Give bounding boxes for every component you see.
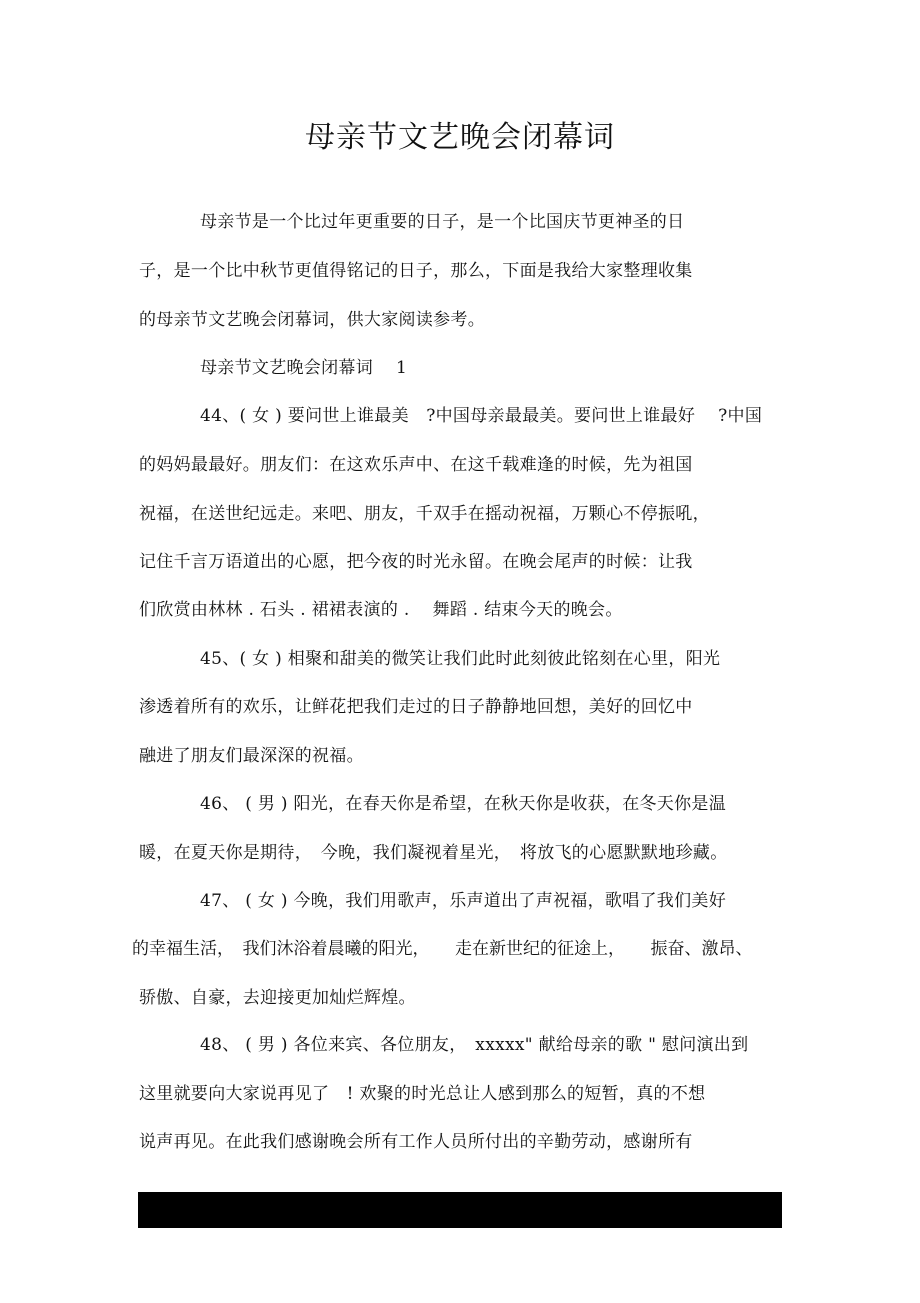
text-line: 46、 ( 男 ) 阳光，在春天你是希望，在秋天你是收获，在冬天你是温 — [200, 794, 727, 814]
text-line: 的幸福生活， 我们沐浴着晨曦的阳光， 走在新世纪的征途上， 振奋、激昂、 — [132, 939, 753, 959]
text-line: 记住千言万语道出的心愿，把今夜的时光永留。在晚会尾声的时候：让我 — [139, 552, 693, 572]
text-line: 子，是一个比中秋节更值得铭记的日子，那么，下面是我给大家整理收集 — [139, 261, 693, 281]
text-line: 这里就要向大家说再见了 ! 欢聚的时光总让人感到那么的短暂，真的不想 — [139, 1084, 706, 1104]
text-line: 45、( 女 ) 相聚和甜美的微笑让我们此时此刻彼此铭刻在心里，阳光 — [200, 649, 721, 669]
footer-black-bar — [138, 1192, 782, 1228]
document-title: 母亲节文艺晚会闭幕词 — [305, 120, 615, 155]
text-line: 48、 ( 男 ) 各位来宾、各位朋友， xxxxx" 献给母亲的歌 " 慰问演出到 — [200, 1035, 749, 1055]
text-line: 母亲节是一个比过年更重要的日子，是一个比国庆节更神圣的日 — [200, 212, 685, 232]
text-line: 的妈妈最最好。朋友们：在这欢乐声中、在这千载难逢的时候，先为祖国 — [139, 455, 693, 475]
text-line: 们欣赏由林林 . 石头 . 裙裙表演的 . 舞蹈 . 结束今天的晚会。 — [139, 600, 623, 620]
text-line: 44、( 女 ) 要问世上谁最美 ?中国母亲最最美。要问世上谁最好 ?中国 — [200, 406, 763, 426]
text-line: 骄傲、自豪，去迎接更加灿烂辉煌。 — [139, 988, 416, 1008]
text-line: 暖，在夏天你是期待， 今晚，我们凝视着星光， 将放飞的心愿默默地珍藏。 — [139, 843, 728, 863]
text-line: 的母亲节文艺晚会闭幕词，供大家阅读参考。 — [139, 310, 485, 330]
text-line: 渗透着所有的欢乐，让鲜花把我们走过的日子静静地回想，美好的回忆中 — [139, 697, 693, 717]
text-line: 说声再见。在此我们感谢晚会所有工作人员所付出的辛勤劳动，感谢所有 — [139, 1132, 693, 1152]
text-line: 祝福，在送世纪远走。来吧、朋友，千双手在摇动祝福，万颗心不停振吼， — [139, 504, 710, 524]
text-line: 融进了朋友们最深深的祝福。 — [139, 746, 364, 766]
text-line: 47、 ( 女 ) 今晚，我们用歌声，乐声道出了声祝福，歌唱了我们美好 — [200, 891, 727, 911]
section-heading: 母亲节文艺晚会闭幕词 1 — [200, 358, 408, 378]
